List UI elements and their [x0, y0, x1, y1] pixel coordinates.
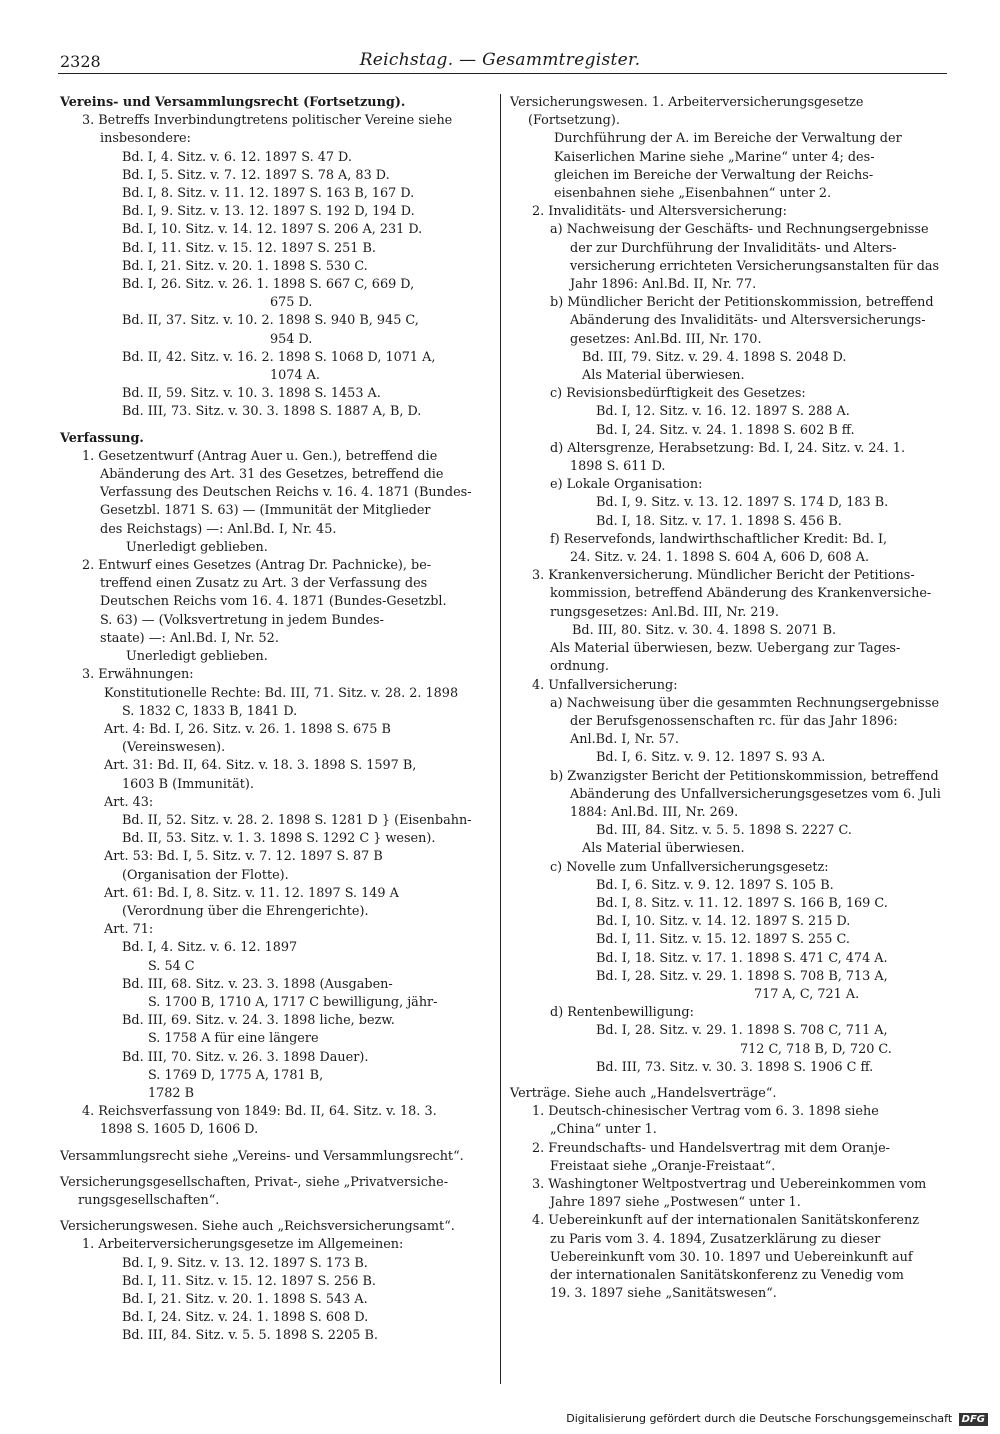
text-line: Bd. I, 9. Sitz. v. 13. 12. 1897 S. 174 D, 183 B.	[596, 495, 889, 511]
spacer	[510, 1077, 948, 1085]
text-line: Bd. III, 73. Sitz. v. 30. 3. 1898 S. 1887 A, B, D.	[122, 404, 422, 420]
text-line: Bd. I, 11. Sitz. v. 15. 12. 1897 S. 256 B.	[122, 1273, 376, 1289]
text-line: b) Zwanzigster Bericht der Petitionskommission, betreffend	[550, 768, 939, 784]
text-line: e) Lokale Organisation:	[550, 477, 703, 493]
text-line: der internationalen Sanitätskonferenz zu Venedig vom	[550, 1268, 904, 1283]
text-line: treffend einen Zusatz zu Art. 3 der Verfassung des	[100, 576, 428, 592]
text-line: (Verordnung über die Ehrengerichte).	[122, 903, 369, 919]
text-line: Als Material überwiesen.	[582, 368, 745, 384]
text-line: S. 1769 D, 1775 A, 1781 B,	[148, 1067, 324, 1083]
text-line: S. 1832 C, 1833 B, 1841 D.	[122, 703, 298, 719]
spacer	[60, 422, 492, 430]
text-line: 2. Freundschafts- und Handelsvertrag mit dem Oranje-	[532, 1140, 890, 1156]
text-line: Bd. III, 68. Sitz. v. 23. 3. 1898 (Ausgaben-	[122, 976, 393, 992]
spacer	[60, 1210, 492, 1218]
text-line: Bd. III, 70. Sitz. v. 26. 3. 1898 Dauer).	[122, 1049, 369, 1065]
text-line: Verfassung des Deutschen Reichs v. 16. 4. 1871 (Bundes-	[100, 485, 472, 501]
text-line: Art. 43:	[104, 794, 154, 810]
text-line: 1. Gesetzentwurf (Antrag Auer u. Gen.), betreffend die	[82, 448, 438, 464]
header-rule	[58, 73, 947, 74]
text-line: d) Altersgrenze, Herabsetzung: Bd. I, 24. Sitz. v. 24. 1.	[550, 440, 906, 456]
text-line: der zur Durchführung der Invaliditäts- und Alters-	[570, 240, 897, 256]
text-line: 2. Entwurf eines Gesetzes (Antrag Dr. Pachnicke), be-	[82, 558, 432, 574]
text-line: S. 63) — (Volksvertretung in jedem Bundes-	[100, 612, 384, 628]
text-line: kommission, betreffend Abänderung des Krankenversiche-	[550, 586, 932, 602]
page-number: 2328	[60, 52, 101, 71]
column-divider	[500, 94, 501, 1384]
text-line: Versicherungswesen. Siehe auch „Reichsversicherungsamt“.	[60, 1219, 455, 1235]
spacer	[60, 1140, 492, 1148]
text-line: eisenbahnen siehe „Eisenbahnen“ unter 2.	[554, 186, 832, 202]
text-line: Bd. III, 69. Sitz. v. 24. 3. 1898 liche, bezw.	[122, 1013, 395, 1029]
text-line: Abänderung des Invaliditäts- und Altersversicherungs-	[570, 313, 926, 329]
text-line: des Reichstags) —: Anl.Bd. I, Nr. 45.	[100, 521, 337, 537]
text-line: 712 C, 718 B, D, 720 C.	[740, 1041, 892, 1057]
text-line: Bd. I, 9. Sitz. v. 13. 12. 1897 S. 173 B.	[122, 1255, 368, 1271]
text-line: Bd. I, 26. Sitz. v. 26. 1. 1898 S. 667 C, 669 D,	[122, 277, 415, 293]
text-line: 2. Invaliditäts- und Altersversicherung:	[532, 204, 787, 220]
text-line: Unerledigt geblieben.	[126, 649, 268, 665]
text-line: staate) —: Anl.Bd. I, Nr. 52.	[100, 630, 279, 646]
text-line: Vereins- und Versammlungsrecht (Fortsetzung).	[60, 95, 406, 110]
text-line: Bd. III, 73. Sitz. v. 30. 3. 1898 S. 1906 C ff.	[596, 1059, 874, 1075]
text-line: f) Reservefonds, landwirthschaftlicher Kredit: Bd. I,	[550, 531, 888, 547]
text-line: ordnung.	[550, 659, 609, 675]
text-line: Bd. I, 28. Sitz. v. 29. 1. 1898 S. 708 B, 713 A,	[596, 968, 888, 984]
text-line: Anl.Bd. I, Nr. 57.	[570, 732, 679, 748]
text-line: S. 54 C	[148, 958, 195, 974]
text-line: Art. 31: Bd. II, 64. Sitz. v. 18. 3. 1898 S. 1597 B,	[104, 758, 417, 774]
text-line: 717 A, C, 721 A.	[754, 986, 860, 1002]
text-line: Bd. I, 6. Sitz. v. 9. 12. 1897 S. 93 A.	[596, 750, 826, 766]
text-line: Bd. I, 6. Sitz. v. 9. 12. 1897 S. 105 B.	[596, 877, 834, 893]
text-line: c) Revisionsbedürftigkeit des Gesetzes:	[550, 386, 806, 402]
text-line: 1884: Anl.Bd. III, Nr. 269.	[570, 804, 739, 820]
dfg-logo: DFG	[959, 1413, 988, 1426]
text-line: Bd. II, 42. Sitz. v. 16. 2. 1898 S. 1068 D, 1071 A,	[122, 349, 436, 365]
text-line: 1898 S. 611 D.	[570, 459, 666, 475]
text-line: 954 D.	[270, 331, 313, 347]
text-line: Konstitutionelle Rechte: Bd. III, 71. Sitz. v. 28. 2. 1898	[104, 685, 459, 701]
text-line: 4. Uebereinkunft auf der internationalen Sanitätskonferenz	[532, 1213, 919, 1229]
text-line: Verfassung.	[60, 430, 144, 446]
text-line: Art. 61: Bd. I, 8. Sitz. v. 11. 12. 1897 S. 149 A	[104, 885, 399, 901]
text-line: der Berufsgenossenschaften rc. für das Jahr 1896:	[570, 713, 898, 729]
text-line: rungsgesetzes: Anl.Bd. III, Nr. 219.	[550, 604, 779, 620]
text-line: S. 1700 B, 1710 A, 1717 C bewilligung, jähr-	[148, 994, 438, 1010]
text-line: Gesetzbl. 1871 S. 63) — (Immunität der Mitglieder	[100, 503, 431, 519]
text-line: Kaiserlichen Marine siehe „Marine“ unter 4; des-	[554, 149, 875, 165]
text-line: Bd. III, 79. Sitz. v. 29. 4. 1898 S. 2048 D.	[582, 349, 847, 365]
text-line: a) Nachweisung über die gesammten Rechnungsergebnisse	[550, 695, 940, 711]
text-line: Art. 4: Bd. I, 26. Sitz. v. 26. 1. 1898 S. 675 B	[104, 721, 391, 737]
text-line: (Vereinswesen).	[122, 740, 226, 756]
text-line: Bd. I, 24. Sitz. v. 24. 1. 1898 S. 608 D.	[122, 1310, 369, 1326]
text-line: 1782 B	[148, 1085, 195, 1101]
text-line: Jahr 1896: Anl.Bd. II, Nr. 77.	[570, 277, 757, 293]
text-line: Art. 53: Bd. I, 5. Sitz. v. 7. 12. 1897 S. 87 B	[104, 849, 383, 865]
text-line: Bd. II, 59. Sitz. v. 10. 3. 1898 S. 1453 A.	[122, 386, 381, 402]
text-line: 3. Washingtoner Weltpostvertrag und Uebereinkommen vom	[532, 1176, 927, 1192]
text-line: Versicherungswesen. 1. Arbeiterversicherungsgesetze	[510, 95, 864, 110]
text-line: d) Rentenbewilligung:	[550, 1005, 694, 1021]
text-line: Durchführung der A. im Bereiche der Verwaltung der	[554, 131, 902, 147]
text-line: c) Novelle zum Unfallversicherungsgesetz:	[550, 859, 829, 875]
text-line: Uebereinkunft vom 30. 10. 1897 und Uebereinkunft auf	[550, 1249, 913, 1265]
text-line: 1. Arbeiterversicherungsgesetze im Allgemeinen:	[82, 1237, 404, 1253]
text-line: Versicherungsgesellschaften, Privat-, siehe „Privatversiche-	[60, 1174, 449, 1190]
text-line: Verträge. Siehe auch „Handelsverträge“.	[510, 1085, 777, 1101]
text-line: Unerledigt geblieben.	[126, 539, 268, 555]
text-line: 1. Deutsch-chinesischer Vertrag vom 6. 3. 1898 siehe	[532, 1104, 879, 1120]
text-line: Bd. I, 10. Sitz. v. 14. 12. 1897 S. 206 A, 231 D.	[122, 222, 423, 238]
text-line: Bd. II, 37. Sitz. v. 10. 2. 1898 S. 940 B, 945 C,	[122, 313, 419, 329]
text-line: 3. Erwähnungen:	[82, 667, 194, 683]
text-line: (Organisation der Flotte).	[122, 867, 289, 883]
text-line: Bd. I, 5. Sitz. v. 7. 12. 1897 S. 78 A, 83 D.	[122, 167, 390, 183]
text-line: Versammlungsrecht siehe „Vereins- und Versammlungsrecht“.	[60, 1148, 464, 1164]
text-line: 1898 S. 1605 D, 1606 D.	[100, 1122, 259, 1138]
text-line: Abänderung des Art. 31 des Gesetzes, betreffend die	[100, 467, 444, 483]
text-line: zu Paris vom 3. 4. 1894, Zusatzerklärung zu dieser	[550, 1231, 881, 1247]
text-line: Als Material überwiesen, bezw. Uebergang zur Tages-	[550, 641, 901, 657]
text-line: S. 1758 A für eine längere	[148, 1031, 319, 1047]
text-line: Bd. I, 11. Sitz. v. 15. 12. 1897 S. 255 C.	[596, 932, 850, 948]
text-line: Bd. I, 4. Sitz. v. 6. 12. 1897	[122, 940, 298, 956]
text-line: Bd. III, 80. Sitz. v. 30. 4. 1898 S. 2071 B.	[572, 622, 837, 638]
text-line: 675 D.	[270, 295, 313, 311]
text-line: Freistaat siehe „Oranje-Freistaat“.	[550, 1158, 776, 1174]
text-line: Jahre 1897 siehe „Postwesen“ unter 1.	[550, 1195, 801, 1211]
text-line: Bd. I, 21. Sitz. v. 20. 1. 1898 S. 530 C.	[122, 258, 368, 274]
right-column	[510, 94, 948, 1303]
text-line: Abänderung des Unfallversicherungsgesetzes vom 6. Juli	[570, 786, 941, 802]
text-line: Bd. I, 28. Sitz. v. 29. 1. 1898 S. 708 C, 711 A,	[596, 1023, 888, 1039]
text-line: gesetzes: Anl.Bd. III, Nr. 170.	[570, 331, 762, 347]
text-line: gleichen im Bereiche der Verwaltung der Reichs-	[554, 167, 874, 183]
text-line: Bd. I, 18. Sitz. v. 17. 1. 1898 S. 471 C, 474 A.	[596, 950, 888, 966]
left-column	[60, 94, 492, 1346]
running-head: Reichstag. — Gesammtregister.	[359, 50, 641, 70]
text-line: b) Mündlicher Bericht der Petitionskommission, betreffend	[550, 295, 934, 311]
text-line: a) Nachweisung der Geschäfts- und Rechnungsergebnisse	[550, 222, 929, 238]
text-line: 19. 3. 1897 siehe „Sanitätswesen“.	[550, 1286, 777, 1302]
text-line: Bd. I, 24. Sitz. v. 24. 1. 1898 S. 602 B ff.	[596, 422, 855, 438]
text-line: Bd. I, 10. Sitz. v. 14. 12. 1897 S. 215 D.	[596, 914, 851, 930]
text-line: Art. 71:	[104, 922, 154, 938]
text-line: 3. Krankenversicherung. Mündlicher Bericht der Petitions-	[532, 568, 915, 584]
text-line: Als Material überwiesen.	[582, 841, 745, 857]
text-line: 4. Reichsverfassung von 1849: Bd. II, 64. Sitz. v. 18. 3.	[82, 1104, 437, 1120]
text-line: Bd. I, 9. Sitz. v. 13. 12. 1897 S. 192 D, 194 D.	[122, 204, 415, 220]
footer-text: Digitalisierung gefördert durch die Deutsche Forschungsgemeinschaft	[566, 1412, 953, 1425]
text-line: Bd. III, 84. Sitz. v. 5. 5. 1898 S. 2205 B.	[122, 1328, 378, 1344]
text-line: „China“ unter 1.	[550, 1122, 657, 1138]
text-line: rungsgesellschaften“.	[78, 1192, 220, 1208]
text-line: Bd. I, 12. Sitz. v. 16. 12. 1897 S. 288 A.	[596, 404, 850, 420]
text-line: 4. Unfallversicherung:	[532, 677, 678, 693]
text-line: 1074 A.	[270, 368, 320, 384]
text-line: Bd. I, 8. Sitz. v. 11. 12. 1897 S. 163 B, 167 D.	[122, 186, 415, 202]
text-line: Bd. I, 18. Sitz. v. 17. 1. 1898 S. 456 B.	[596, 513, 842, 529]
text-line: versicherung errichteten Versicherungsanstalten für das	[570, 258, 940, 274]
footer-credit	[566, 1412, 988, 1426]
text-line: Bd. I, 21. Sitz. v. 20. 1. 1898 S. 543 A.	[122, 1292, 368, 1307]
text-line: Bd. I, 11. Sitz. v. 15. 12. 1897 S. 251 B.	[122, 240, 376, 256]
text-line: 1603 B (Immunität).	[122, 776, 254, 792]
text-line: Bd. I, 8. Sitz. v. 11. 12. 1897 S. 166 B, 169 C.	[596, 895, 888, 911]
text-line: insbesondere:	[100, 131, 191, 147]
text-line: Bd. III, 84. Sitz. v. 5. 5. 1898 S. 2227 C.	[596, 823, 852, 839]
text-line: Bd. II, 53. Sitz. v. 1. 3. 1898 S. 1292 C } wesen).	[122, 831, 436, 847]
text-line: Bd. I, 4. Sitz. v. 6. 12. 1897 S. 47 D.	[122, 149, 352, 165]
text-line: 24. Sitz. v. 24. 1. 1898 S. 604 A, 606 D, 608 A.	[570, 550, 870, 566]
spacer	[60, 1166, 492, 1174]
text-line: (Fortsetzung).	[528, 113, 620, 129]
text-line: Deutschen Reichs vom 16. 4. 1871 (Bundes-Gesetzbl.	[100, 594, 447, 610]
text-line: 3. Betreffs Inverbindungtretens politischer Vereine siehe	[82, 113, 453, 129]
text-line: Bd. II, 52. Sitz. v. 28. 2. 1898 S. 1281 D } (Eisenbahn-	[122, 812, 472, 828]
